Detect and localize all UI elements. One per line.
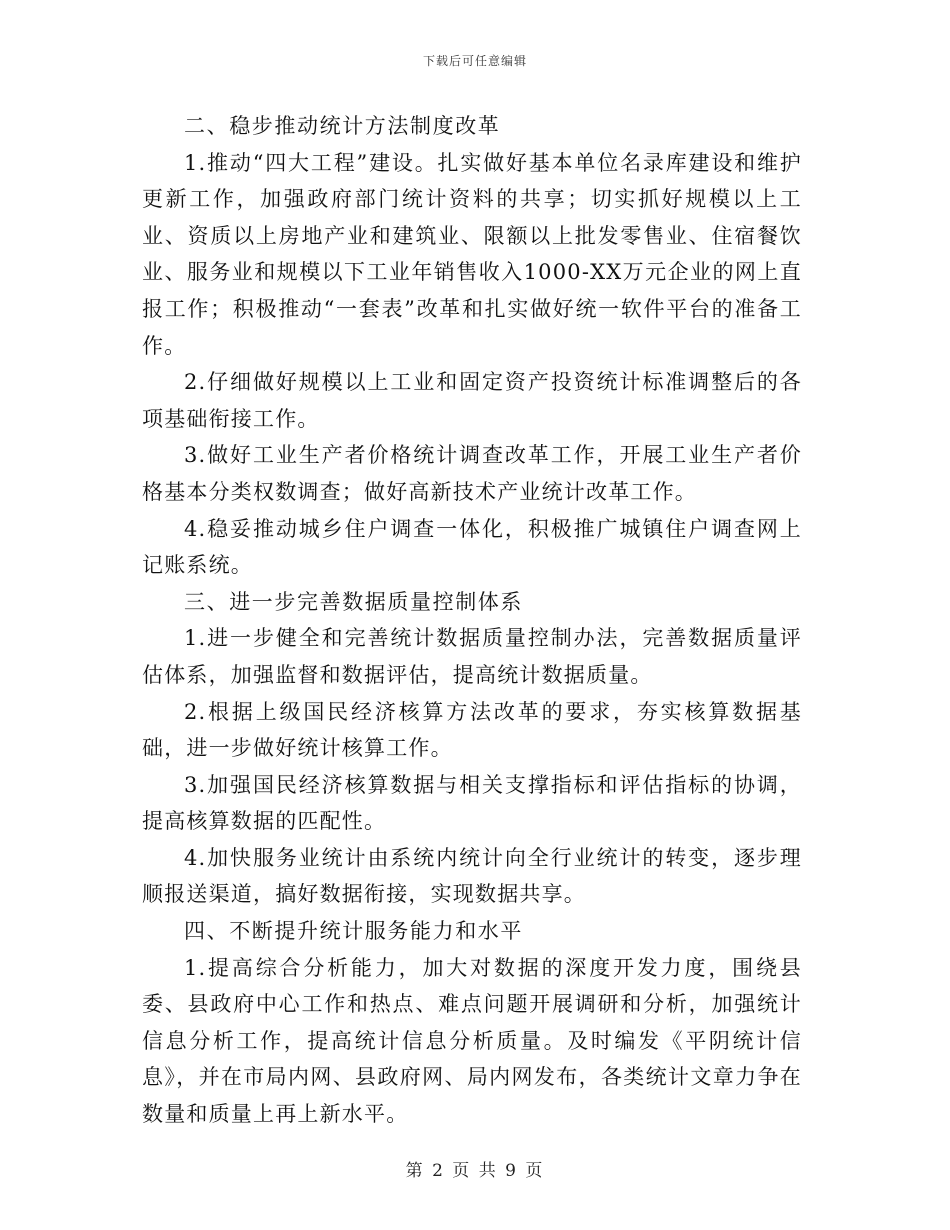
section-heading-3: 三、进一步完善数据质量控制体系 [184,589,523,614]
section-heading-4: 四、不断提升统计服务能力和水平 [184,919,523,944]
paragraph-4-1: 1.提高综合分析能力，加大对数据的深度开发力度，围绕县委、县政府中心工作和热点、难点问题开展调研和分析，加强统计信息分析工作，提高统计信息分析质量。及时编发《平阴统计信息》，并在市局内网、县政府网、局内网发布，各类统计文章力争在数量和质量上再上新水平。 [142,955,802,1127]
paragraph-2-1: 1.推动“四大工程”建设。扎实做好基本单位名录库建设和维护更新工作，加强政府部门统计资料的共享；切实抓好规模以上工业、资质以上房地产业和建筑业、限额以上批发零售业、住宿餐饮业、服务业和规模以下工业年销售收入1000-XX万元企业的网上直报工作；积极推动“一套表”改革和扎实做好统一软件平台的准备工作。 [142,150,802,358]
paragraph-3-1: 1.进一步健全和完善统计数据质量控制办法，完善数据质量评估体系，加强监督和数据评估，提高统计数据质量。 [142,626,802,687]
paragraph-2-2: 2.仔细做好规模以上工业和固定资产投资统计标准调整后的各项基础衔接工作。 [142,370,802,431]
paragraph-3-4: 4.加快服务业统计由系统内统计向全行业统计的转变，逐步理顺报送渠道，搞好数据衔接，实现数据共享。 [142,845,802,907]
header-note: 下载后可任意编辑 [422,54,527,68]
paragraph-2-4: 4.稳妥推动城乡住户调查一体化，积极推广城镇住户调查网上记账系统。 [142,516,802,578]
paragraph-2-3: 3.做好工业生产者价格统计调查改革工作，开展工业生产者价格基本分类权数调查；做好高新技术产业统计改革工作。 [142,443,802,504]
document-body [142,108,802,1133]
paragraph-3-2: 2.根据上级国民经济核算方法改革的要求，夯实核算数据基础，进一步做好统计核算工作。 [142,699,802,761]
page-number: 第 2 页 共 9 页 [405,1161,545,1181]
section-heading-2: 二、稳步推动统计方法制度改革 [184,114,501,138]
paragraph-3-3: 3.加强国民经济核算数据与相关支撑指标和评估指标的协调，提高核算数据的匹配性。 [142,772,802,834]
